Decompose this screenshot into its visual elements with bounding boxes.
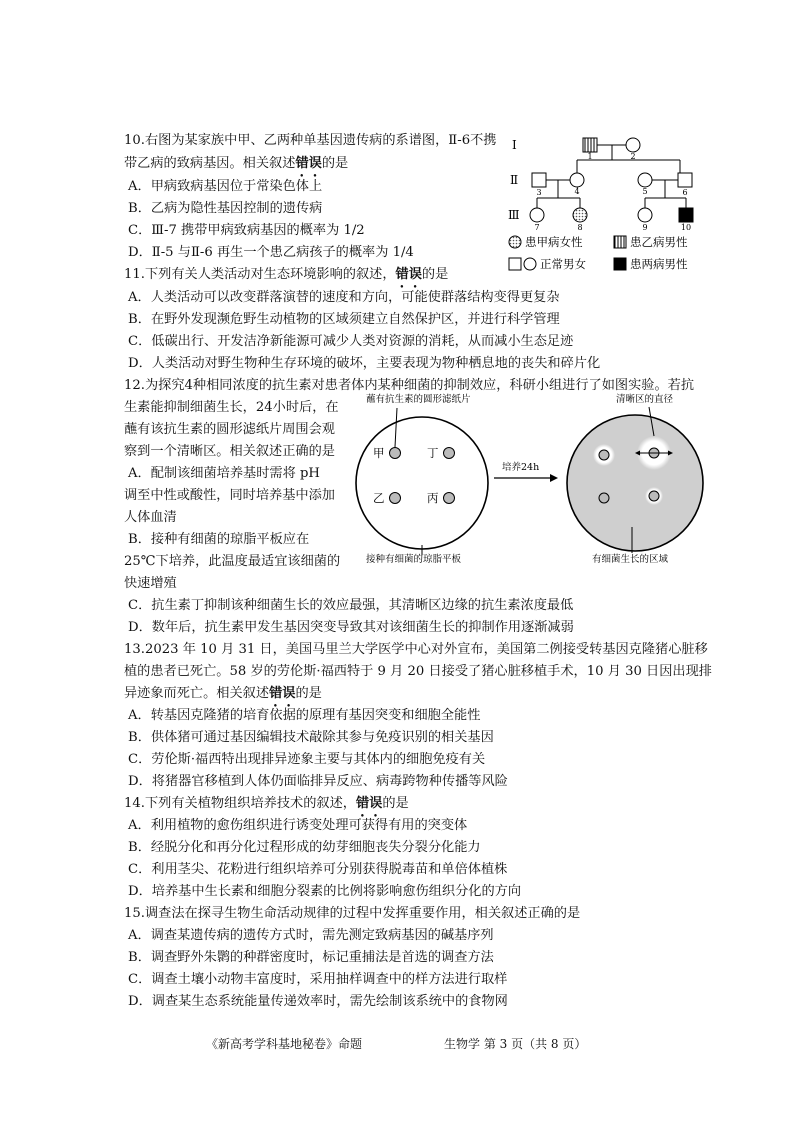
- plate-before: [356, 417, 488, 549]
- q10-option-d: D．Ⅱ-5 与Ⅱ-6 再生一个患乙病孩子的概率为 1/4: [128, 245, 414, 260]
- legend-label-affected-a-female: 患甲病女性: [525, 235, 583, 249]
- label-agar-plate: 接种有细菌的琼脂平板: [366, 554, 462, 565]
- disc-yi: [390, 493, 401, 504]
- q15-option-d: D．调查某生态系统能量传递效率时，需先绘制该系统中的食物网: [128, 994, 508, 1009]
- q12-stem-line3: 蘸有该抗生素的圆形滤纸片周围会观: [124, 422, 335, 437]
- arrow-icon: [550, 474, 558, 482]
- num-8: 8: [577, 223, 583, 232]
- q13-option-b: B．供体猪可通过基因编辑技术敲除其参与免疫识别的相关基因: [128, 730, 494, 745]
- q14-option-b: B．经脱分化和再分化过程形成的幼芽细胞丧失分裂分化能力: [128, 840, 481, 855]
- q10-stem-line2: 带乙病的致病基因。相关叙述错误的是: [124, 156, 349, 171]
- legend-label-normal: 正常男女: [540, 257, 586, 271]
- q13-stem-line2: 植的患者已死亡。58 岁的劳伦斯·福西特于 9 月 20 日接受了猪心脏移植手术，10 月 30 日因出现排: [124, 664, 712, 679]
- legend-symbol-both-male: [614, 258, 626, 270]
- disc-yi-after: [599, 493, 609, 503]
- individual-8: [573, 208, 587, 222]
- legend-label-both-male: 患两病男性: [630, 257, 688, 271]
- pedigree-diagram: [500, 128, 710, 278]
- q12-option-d: D．数年后，抗生素甲发生基因突变导致其对该细菌生长的抑制作用逐渐减弱: [128, 620, 574, 635]
- petri-dish-figure: [352, 390, 712, 575]
- legend-symbol-normal-female: [524, 258, 536, 270]
- q11-option-d: D．人类活动对野生物种生存环境的破坏，主要表现为物种栖息地的丧失和碎片化: [128, 356, 601, 371]
- q15-option-b: B．调查野外朱鹮的种群密度时，标记重捕法是首选的调查方法: [128, 950, 494, 965]
- q13-stem-line1: 13.2023 年 10 月 31 日，美国马里兰大学医学中心对外宣布，美国第二例接受转基因克隆猪心脏移: [124, 642, 708, 657]
- emphasis-wrong: 错误: [395, 267, 422, 282]
- q13-option-d: D．将猪器官移植到人体仍面临排异反应、病毒跨物种传播等风险: [128, 774, 508, 789]
- footer-source: 《新高考学科基地秘卷》命题: [206, 1037, 363, 1051]
- q15-option-c: C．调查土壤小动物丰富度时，采用抽样调查中的样方法进行取样: [128, 972, 508, 987]
- q12-option-b-line3: 快速增殖: [124, 576, 177, 591]
- q13-option-a: A．转基因克隆猪的培育依据的原理有基因突变和细胞全能性: [128, 708, 481, 723]
- q12-option-a-line1: A．配制该细菌培养基时需将 pH: [128, 466, 320, 481]
- legend-symbol-normal-male: [509, 258, 521, 270]
- q10-stem-line1: 10.右图为某家族中甲、乙两种单基因遗传病的系谱图，Ⅱ-6不携: [124, 133, 497, 148]
- num-6: 6: [682, 188, 688, 197]
- individual-5: [638, 173, 652, 187]
- individual-4: [570, 173, 584, 187]
- num-2: 2: [630, 152, 636, 161]
- num-1: 1: [587, 152, 593, 161]
- q10-option-a: A．甲病致病基因位于常染色体上: [128, 179, 323, 194]
- individual-9: [638, 208, 652, 222]
- emphasis-wrong: 错误: [355, 796, 383, 811]
- num-5: 5: [642, 187, 648, 196]
- q14-option-c: C．利用茎尖、花粉进行组织培养可分别获得脱毒苗和单倍体植株: [128, 862, 508, 877]
- q11-option-c: C．低碳出行、开发洁净新能源可减少人类对资源的消耗，从而减小生态足迹: [128, 334, 574, 349]
- q12-stem-line1: 12.为探究4种相同浓度的抗生素对患者体内某种细菌的抑制效应，科研小组进行了如图实验。若抗: [124, 378, 695, 393]
- num-10: 10: [680, 223, 692, 232]
- legend-symbol-affected-a-female: [509, 236, 521, 248]
- q10-option-b: B．乙病为隐性基因控制的遗传病: [128, 201, 323, 216]
- q12-option-b-line2: 25℃下培养，此温度最适宜该细菌的: [124, 554, 341, 569]
- q11-stem: 11.下列有关人类活动对生态环境影响的叙述，错误的是: [124, 267, 449, 282]
- q13-stem-line3: 异迹象而死亡。相关叙述错误的是: [124, 686, 322, 701]
- disc-label-yi: 乙: [373, 491, 385, 505]
- q11-option-a: A．人类活动可以改变群落演替的速度和方向，可能使群落结构变得更复杂: [128, 290, 560, 305]
- disc-jia: [390, 448, 401, 459]
- individual-2: [626, 138, 640, 152]
- q12-option-a-line2: 调至中性或酸性，同时培养基中添加: [124, 488, 335, 503]
- gen-label-iii: Ⅲ: [508, 208, 520, 222]
- individual-10: [679, 208, 693, 222]
- label-filter-disc: 蘸有抗生素的圆形滤纸片: [366, 394, 471, 405]
- q14-option-d: D．培养基中生长素和细胞分裂素的比例将影响愈伤组织分化的方向: [128, 884, 522, 899]
- emphasis-wrong: 错误: [295, 156, 322, 171]
- q14-option-a: A．利用植物的愈伤组织进行诱变处理可获得有用的突变体: [128, 818, 468, 833]
- footer-page-number: 生物学 第 3 页（共 8 页）: [444, 1037, 587, 1051]
- num-9: 9: [642, 223, 648, 232]
- emphasis-wrong: 错误: [269, 686, 296, 701]
- q13-option-c: C．劳伦斯·福西特出现排异迹象主要与其体内的细胞免疫有关: [128, 752, 486, 767]
- disc-ding: [444, 448, 455, 459]
- q12-stem-line2: 生素能抑制细菌生长，24小时后，在: [124, 400, 339, 415]
- disc-label-bing: 丙: [427, 491, 439, 505]
- plate-after: [567, 415, 703, 551]
- q12-stem-line4: 察到一个清晰区。相关叙述正确的是: [124, 444, 335, 459]
- gen-label-i: Ⅰ: [512, 138, 517, 152]
- individual-6: [678, 173, 692, 187]
- individual-1: [583, 138, 597, 152]
- disc-label-ding: 丁: [427, 446, 439, 460]
- label-clear-zone-diameter: 清晰区的直径: [616, 394, 674, 405]
- q11-option-b: B．在野外发现濒危野生动植物的区域须建立自然保护区，并进行科学管理: [128, 312, 560, 327]
- gen-label-ii: Ⅱ: [510, 173, 519, 187]
- q14-stem: 14.下列有关植物组织培养技术的叙述，错误的是: [124, 796, 409, 811]
- q12-option-c: C．抗生素丁抑制该种细菌生长的效应最强，其清晰区边缘的抗生素浓度最低: [128, 598, 574, 613]
- num-4: 4: [574, 187, 580, 196]
- individual-7: [530, 208, 544, 222]
- individual-3: [532, 173, 546, 187]
- q15-option-a: A．调查某遗传病的遗传方式时，需先测定致病基因的碱基序列: [128, 928, 494, 943]
- disc-label-jia: 甲: [373, 446, 385, 460]
- label-culture-24h: 培养24h: [502, 462, 540, 473]
- legend-label-affected-b-male: 患乙病男性: [630, 235, 688, 249]
- label-growth-region: 有细菌生长的区域: [592, 554, 669, 565]
- q10-option-c: C．Ⅲ-7 携带甲病致病基因的概率为 1/2: [128, 223, 365, 238]
- q12-option-b-line1: B．接种有细菌的琼脂平板应在: [128, 532, 310, 547]
- num-7: 7: [534, 223, 540, 232]
- disc-bing: [444, 493, 455, 504]
- q15-stem: 15.调查法在探寻生物生命活动规律的过程中发挥重要作用，相关叙述正确的是: [124, 906, 581, 921]
- num-3: 3: [536, 188, 542, 197]
- legend-symbol-affected-b-male: [614, 236, 626, 248]
- q12-option-a-line3: 人体血清: [124, 510, 177, 525]
